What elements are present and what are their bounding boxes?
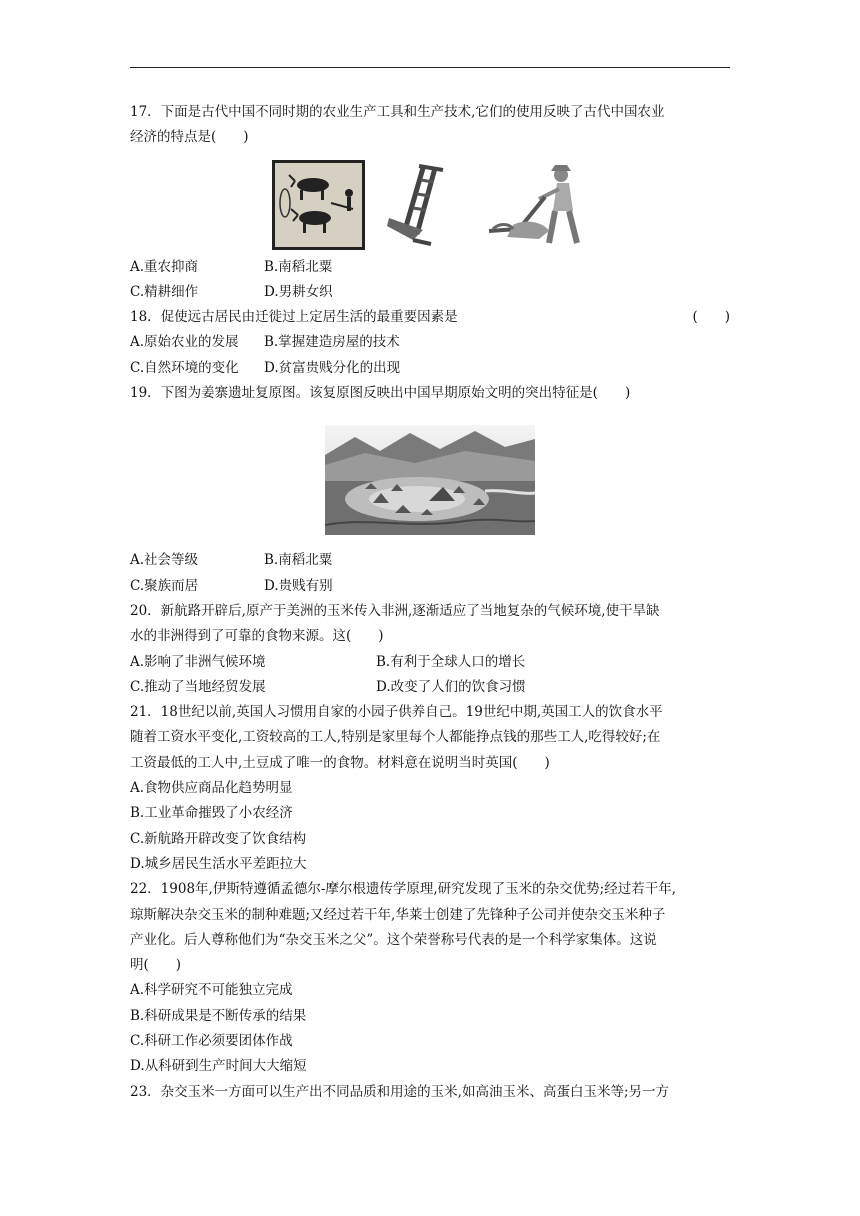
q22-stem-line-3: 产业化。后人尊称他们为“杂交玉米之父”。这个荣誉称号代表的是一个科学家集体。这说 — [130, 931, 657, 948]
q19-option-d[interactable]: D.贵贱有别 — [264, 577, 333, 594]
q19-option-c[interactable]: C.聚族而居 — [130, 577, 199, 594]
q20-options-row-2 — [130, 675, 730, 700]
q18-option-a[interactable]: A.原始农业的发展 — [130, 334, 239, 351]
q20-stem-line-1: 20．新航路开辟后,原产于美洲的玉米传入非洲,逐渐适应了当地复杂的气候环境,使干旱缺 — [130, 602, 660, 619]
q22-option-b[interactable]: B.科研成果是不断传承的结果 — [130, 1007, 307, 1024]
question-22 — [130, 877, 730, 1079]
farmer-with-plow-image — [483, 159, 599, 251]
q20-option-a[interactable]: A.影响了非洲气候环境 — [130, 653, 266, 670]
jiangzhai-village-image — [325, 425, 535, 535]
q21-stem-line-1: 21．18世纪以前,英国人习惯用自家的小园子供养自己。19世纪中期,英国工人的饮食水平 — [130, 704, 663, 721]
q21-option-d[interactable]: D.城乡居民生活水平差距拉大 — [130, 855, 307, 872]
q20-options-row-1 — [130, 650, 730, 675]
q18-stem: 18．促使远古居民由迁徙过上定居生活的最重要因素是 — [130, 309, 458, 326]
q17-figure — [140, 157, 730, 253]
q18-option-c[interactable]: C.自然环境的变化 — [130, 359, 239, 376]
q19-stem: 19．下图为姜寨遗址复原图。该复原图反映出中国早期原始文明的突出特征是( ) — [130, 385, 631, 402]
header-rule — [130, 67, 730, 68]
question-23 — [130, 1080, 730, 1105]
q18-options-row-1 — [130, 330, 730, 355]
question-19 — [130, 381, 730, 599]
q17-option-a[interactable]: A.重农抑商 — [130, 258, 199, 275]
q18-option-d[interactable]: D.贫富贵贱分化的出现 — [264, 359, 401, 376]
question-20 — [130, 599, 730, 700]
q19-option-a[interactable]: A.社会等级 — [130, 552, 199, 569]
q17-option-b[interactable]: B.南稻北粟 — [264, 258, 333, 275]
q22-stem-line-4: 明( ) — [130, 957, 182, 974]
q21-option-a[interactable]: A.食物供应商品化趋势明显 — [130, 780, 293, 797]
q20-option-c[interactable]: C.推动了当地经贸发展 — [130, 678, 266, 695]
exam-page — [130, 100, 730, 1105]
q17-options-row-2 — [130, 280, 730, 305]
q20-stem-line-2: 水的非洲得到了可靠的食物来源。这( ) — [130, 628, 384, 645]
q17-option-c[interactable]: C.精耕细作 — [130, 283, 199, 300]
question-17 — [130, 100, 730, 305]
q17-options-row-1 — [130, 255, 730, 280]
q18-stem-line — [130, 305, 730, 330]
q21-stem-line-3: 工资最低的工人中,土豆成了唯一的食物。材料意在说明当时英国( ) — [130, 754, 550, 771]
q18-answer-paren: ( ) — [692, 309, 730, 326]
q22-stem-line-1: 22．1908年,伊斯特遵循孟德尔-摩尔根遗传学原理,研究发现了玉米的杂交优势;经过若干年, — [130, 881, 677, 898]
question-21 — [130, 700, 730, 877]
q18-option-b[interactable]: B.掌握建造房屋的技术 — [264, 334, 400, 351]
ox-plowing-mural-image — [272, 160, 365, 250]
q18-options-row-2 — [130, 356, 730, 381]
q22-option-d[interactable]: D.从科研到生产时间大大缩短 — [130, 1058, 307, 1075]
q19-option-b[interactable]: B.南稻北粟 — [264, 552, 333, 569]
q17-option-d[interactable]: D.男耕女织 — [264, 283, 333, 300]
q21-option-b[interactable]: B.工业革命摧毁了小农经济 — [130, 805, 293, 822]
q22-option-c[interactable]: C.科研工作必须要团体作战 — [130, 1033, 293, 1050]
q19-figure — [130, 418, 730, 542]
q21-stem-line-2: 随着工资水平变化,工资较高的工人,特别是家里每个人都能挣点钱的那些工人,吃得较好;在 — [130, 729, 661, 746]
q22-option-a[interactable]: A.科学研究不可能独立完成 — [130, 982, 293, 999]
q17-stem-line-1: 17．下面是古代中国不同时期的农业生产工具和生产技术,它们的使用反映了古代中国农业 — [130, 104, 665, 120]
q19-options-row-1 — [130, 548, 730, 573]
q20-option-d[interactable]: D.改变了人们的饮食习惯 — [376, 678, 526, 695]
q21-option-c[interactable]: C.新航路开辟改变了饮食结构 — [130, 830, 307, 847]
q17-stem-line-2: 经济的特点是( ) — [130, 129, 249, 146]
question-18 — [130, 305, 730, 381]
q23-stem-line-1: 23．杂交玉米一方面可以生产出不同品质和用途的玉米,如高油玉米、高蛋白玉米等;另一方 — [130, 1083, 670, 1100]
q19-options-row-2 — [130, 574, 730, 599]
curved-shaft-plow-image — [383, 160, 465, 250]
q20-option-b[interactable]: B.有利于全球人口的增长 — [376, 653, 526, 670]
q22-stem-line-2: 琼斯解决杂交玉米的制种难题;又经过若干年,华莱士创建了先锋种子公司并使杂交玉米种子 — [130, 906, 666, 923]
